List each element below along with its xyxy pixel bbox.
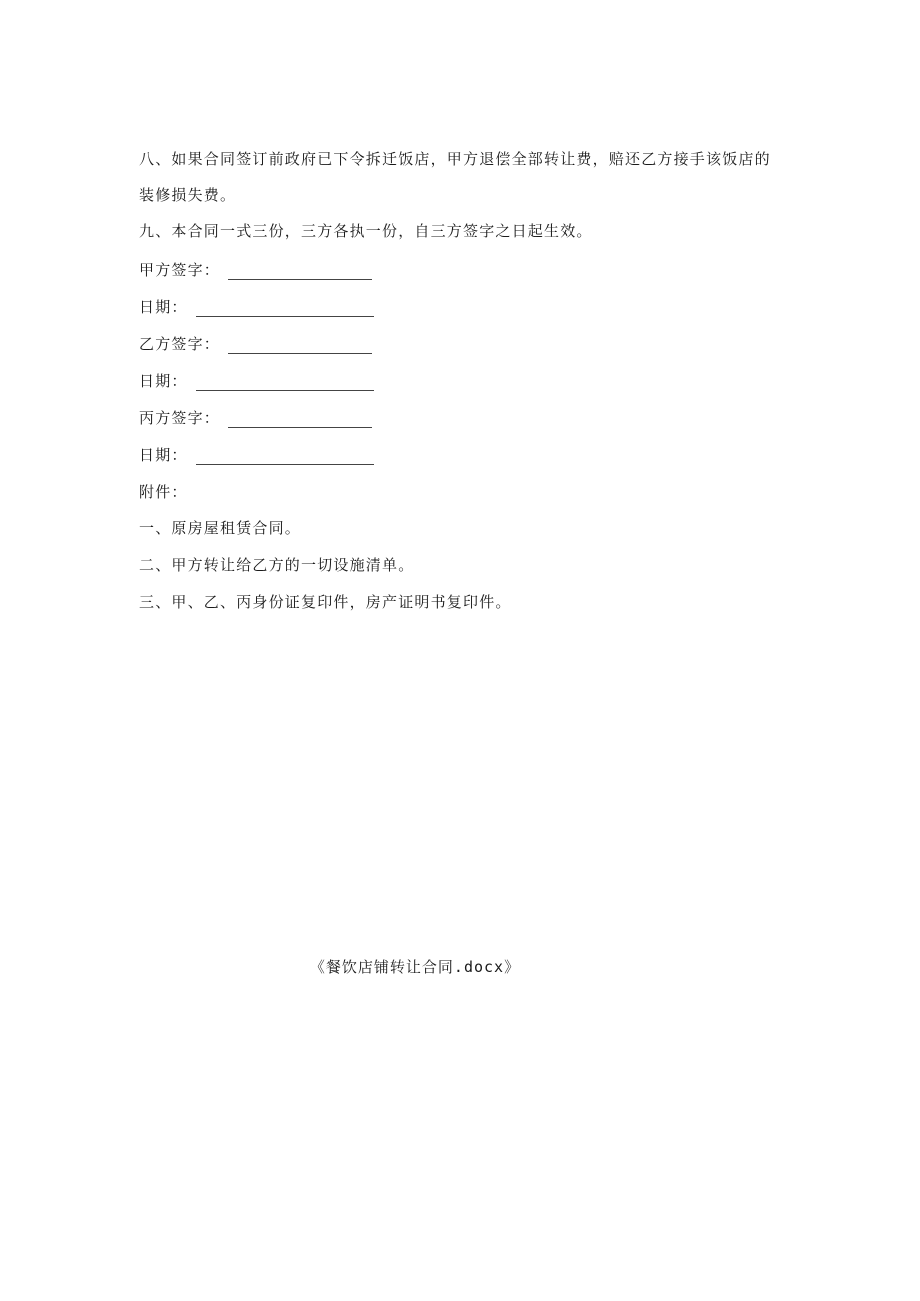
signature-row-date-b (139, 367, 374, 391)
clause-8: 八、如果合同签订前政府已下令拆迁饭店，甲方退偿全部转让费，赔还乙方接手该饭店的装修损失费。 (139, 150, 771, 204)
signature-row-date-c (139, 441, 374, 465)
party-b-date-label: 日期： (139, 372, 188, 390)
party-c-signature-label: 丙方签字： (139, 409, 221, 427)
party-a-date-label: 日期： (139, 298, 188, 316)
party-b-date-line (196, 372, 374, 391)
clause-9: 九、本合同一式三份，三方各执一份，自三方签字之日起生效。 (139, 222, 593, 240)
signature-row-party-b (139, 330, 372, 354)
party-a-signature-label: 甲方签字： (139, 261, 221, 279)
party-c-date-line (196, 446, 374, 465)
party-c-signature-line (228, 409, 372, 428)
party-c-date-label: 日期： (139, 446, 188, 464)
document-footer (0, 956, 920, 977)
attachment-item-3: 三、甲、乙、丙身份证复印件，房产证明书复印件。 (139, 593, 512, 611)
party-a-date-line (196, 298, 374, 317)
party-a-signature-line (228, 261, 372, 280)
footer-filename: 《餐饮店铺转让合同.docx》 (309, 958, 521, 976)
attachment-item-1: 一、原房屋租赁合同。 (139, 519, 302, 537)
party-b-signature-line (228, 335, 372, 354)
signature-row-party-c (139, 404, 372, 428)
attachments-heading: 附件： (139, 483, 188, 501)
party-b-signature-label: 乙方签字： (139, 335, 221, 353)
signature-row-party-a (139, 256, 372, 280)
signature-row-date-a (139, 293, 374, 317)
attachment-item-2: 二、甲方转让给乙方的一切设施清单。 (139, 556, 415, 574)
